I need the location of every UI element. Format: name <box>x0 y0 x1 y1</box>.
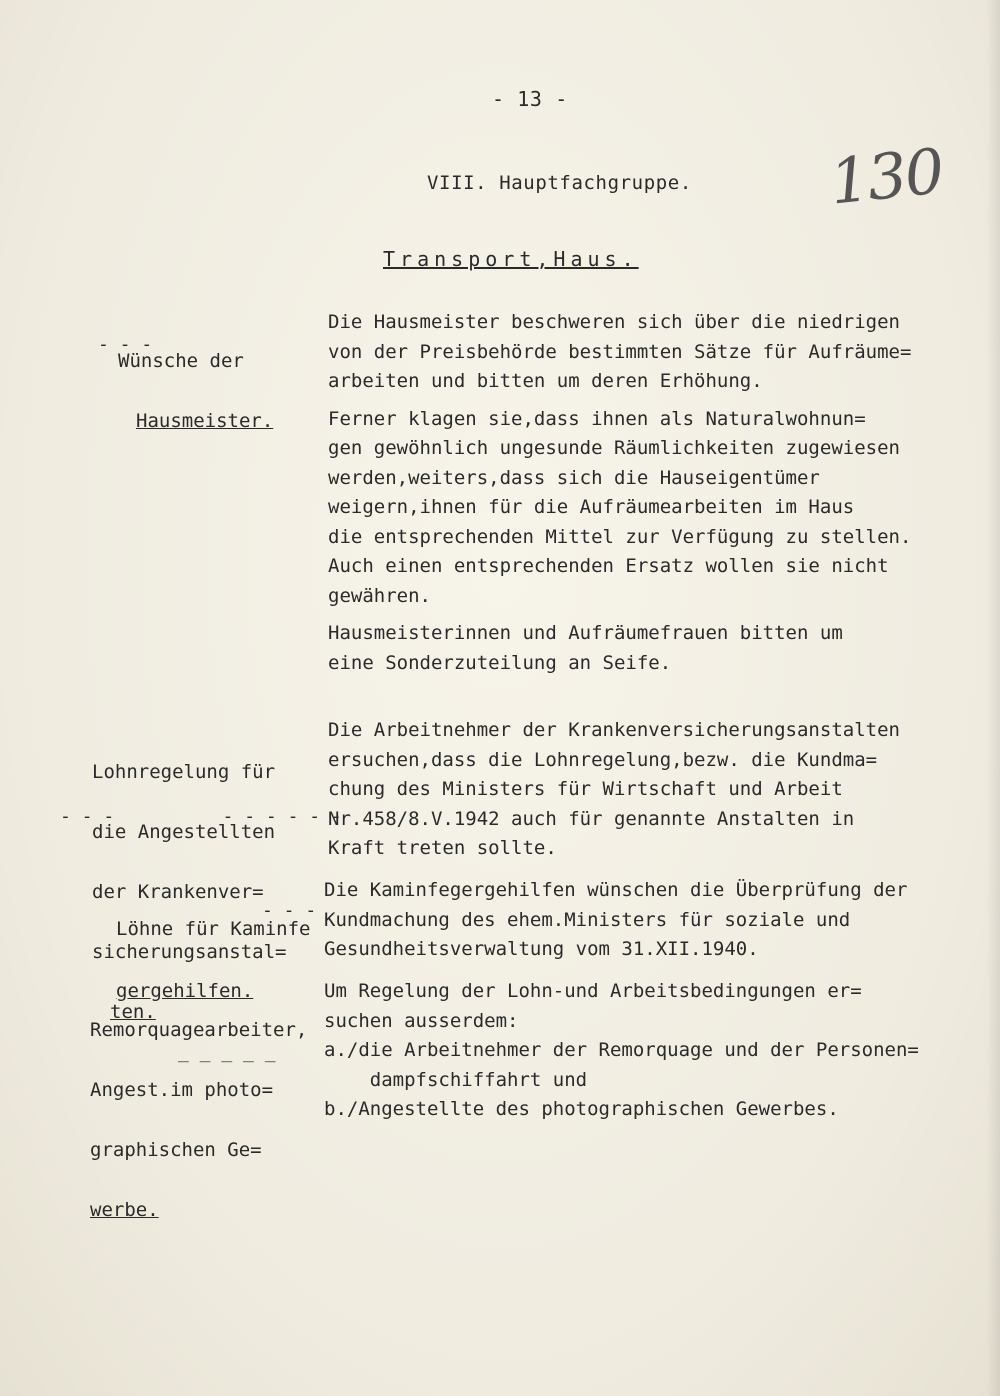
body-line: Nr.458/8.V.1942 auch für genannte Anstalten in <box>328 807 855 830</box>
margin-line: der Krankenver= <box>92 881 264 903</box>
margin-line: die Angestellten <box>92 821 276 843</box>
body-line: dampfschiffahrt und <box>324 1068 588 1091</box>
body-line: b./Angestellte des photographischen Gewerbes. <box>324 1098 839 1120</box>
margin-line: Lohnregelung für <box>92 761 276 783</box>
body-line: Auch einen entsprechenden Ersatz wollen sie nicht <box>328 555 889 577</box>
body-line: gewähren. <box>328 584 431 607</box>
margin-dash-leader: - - - - - - - - - <box>60 806 342 827</box>
body-line: Kraft treten sollte. <box>328 837 557 859</box>
body-line: weigern,ihnen für die Aufräumearbeiten im Haus <box>328 496 855 518</box>
body-line: eine Sonderzuteilung an Seife. <box>328 651 672 674</box>
section-body-lohnregelung <box>328 716 968 864</box>
margin-line: Wünsche der <box>118 350 244 372</box>
margin-line: Angest.im photo= <box>90 1079 274 1101</box>
margin-line: Remorquagearbeiter, <box>90 1019 308 1041</box>
margin-dash-leader: - - - <box>98 334 153 355</box>
margin-note-hausmeister <box>118 311 273 451</box>
margin-line: ten. <box>110 1001 156 1023</box>
body-line: chung des Ministers für Wirtschaft und Arbeit <box>328 778 843 800</box>
body-line: Hausmeisterinnen und Aufräumefrauen bitten um <box>328 622 843 644</box>
handwritten-folio-number: 130 <box>826 134 946 219</box>
margin-dash-leader: _ _ _ _ _ <box>178 1042 276 1063</box>
body-line: Gesundheitsverwaltung vom 31.XII.1940. <box>324 938 759 960</box>
section-title: Transport,Haus. <box>383 247 639 271</box>
page-edge-shadow <box>986 0 1000 1396</box>
margin-line: Löhne für Kaminfe <box>116 918 311 940</box>
body-line: werden,weiters,dass sich die Hauseigentümer <box>328 466 820 489</box>
section-body-hausmeister <box>328 308 968 678</box>
margin-dash-leader: - - - <box>262 900 317 921</box>
margin-note-remorquage <box>90 980 307 1240</box>
body-line: gen gewöhnlich ungesunde Räumlichkeiten zugewiesen <box>328 437 900 459</box>
body-line: Die Kaminfegergehilfen wünschen die Überprüfung der <box>324 879 908 901</box>
body-line: suchen ausserdem: <box>324 1009 519 1032</box>
margin-line: Hausmeister. <box>136 410 274 432</box>
body-line: Um Regelung der Lohn-und Arbeitsbedingungen er= <box>324 980 862 1002</box>
body-line: Kundmachung des ehem.Ministers für soziale und <box>324 908 851 931</box>
body-line: Ferner klagen sie,dass ihnen als Naturalwohnun= <box>328 407 866 430</box>
section-body-remorquage <box>324 977 964 1125</box>
body-line: die entsprechenden Mittel zur Verfügung zu stellen. <box>328 525 912 548</box>
body-line: ersuchen,dass die Lohnregelung,bezw. die Kundma= <box>328 748 878 771</box>
body-line: Die Hausmeister beschweren sich über die niedrigen <box>328 311 900 333</box>
margin-line: gergehilfen. <box>116 980 254 1002</box>
page-number: - 13 - <box>492 87 568 111</box>
section-body-kaminfeger <box>324 876 964 965</box>
body-line: von der Preisbehörde bestimmten Sätze für Aufräume= <box>328 340 912 363</box>
body-line: a./die Arbeitnehmer der Remorquage und der Personen= <box>324 1039 919 1061</box>
body-line: arbeiten und bitten um deren Erhöhung. <box>328 370 763 392</box>
body-line: Die Arbeitnehmer der Krankenversicherungsanstalten <box>328 719 900 741</box>
margin-line: sicherungsanstal= <box>92 941 287 963</box>
margin-line: werbe. <box>90 1199 159 1221</box>
section-group-heading: VIII. Hauptfachgruppe. <box>427 172 692 194</box>
margin-line: graphischen Ge= <box>90 1139 262 1161</box>
